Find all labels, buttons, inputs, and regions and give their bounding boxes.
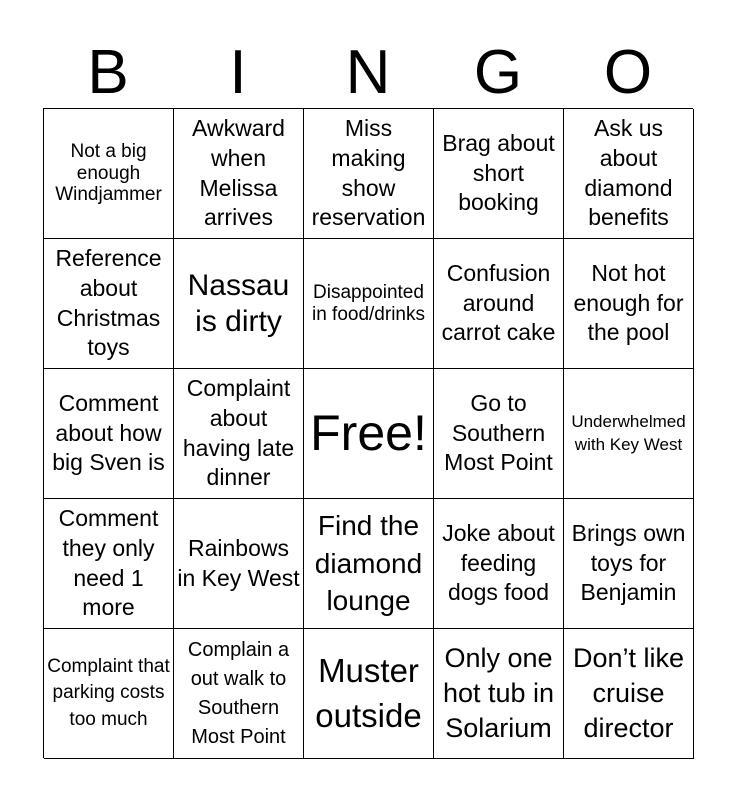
- bingo-cell: Confusion around carrot cake: [434, 239, 564, 369]
- bingo-cell: Joke about feeding dogs food: [434, 499, 564, 629]
- bingo-cell: Underwhelmed with Key West: [564, 369, 694, 499]
- bingo-cell: Only one hot tub in Solarium: [434, 629, 564, 759]
- bingo-grid: [43, 108, 693, 758]
- bingo-cell: Comment about how big Sven is: [44, 369, 174, 499]
- bingo-cell: Brag about short booking: [434, 109, 564, 239]
- bingo-cell: Rainbows in Key West: [174, 499, 304, 629]
- free-space: Free!: [304, 369, 434, 499]
- header-letter-n: N: [345, 38, 391, 107]
- bingo-cell: Not a big enough Windjammer: [44, 109, 174, 239]
- bingo-cell: Muster outside: [304, 629, 434, 759]
- bingo-cell: Awkward when Melissa arrives: [174, 109, 304, 239]
- header-letter-i: I: [229, 38, 247, 107]
- bingo-cell: Nassau is dirty: [174, 239, 304, 369]
- bingo-cell: Ask us about diamond benefits: [564, 109, 694, 239]
- bingo-cell: Disappointed in food/drinks: [304, 239, 434, 369]
- bingo-cell: Miss making show reservation: [304, 109, 434, 239]
- bingo-cell: Brings own toys for Benjamin: [564, 499, 694, 629]
- bingo-cell: Reference about Christmas toys: [44, 239, 174, 369]
- bingo-cell: Find the diamond lounge: [304, 499, 434, 629]
- bingo-cell: Complain a out walk to Southern Most Point: [174, 629, 304, 759]
- bingo-cell: Not hot enough for the pool: [564, 239, 694, 369]
- bingo-cell: Complaint about having late dinner: [174, 369, 304, 499]
- header-letter-g: G: [473, 38, 523, 107]
- bingo-cell: Don’t like cruise director: [564, 629, 694, 759]
- bingo-cell: Go to Southern Most Point: [434, 369, 564, 499]
- bingo-header: [43, 38, 693, 108]
- header-letter-o: O: [603, 38, 653, 107]
- header-letter-b: B: [87, 38, 129, 107]
- bingo-cell: Comment they only need 1 more: [44, 499, 174, 629]
- bingo-cell: Complaint that parking costs too much: [44, 629, 174, 759]
